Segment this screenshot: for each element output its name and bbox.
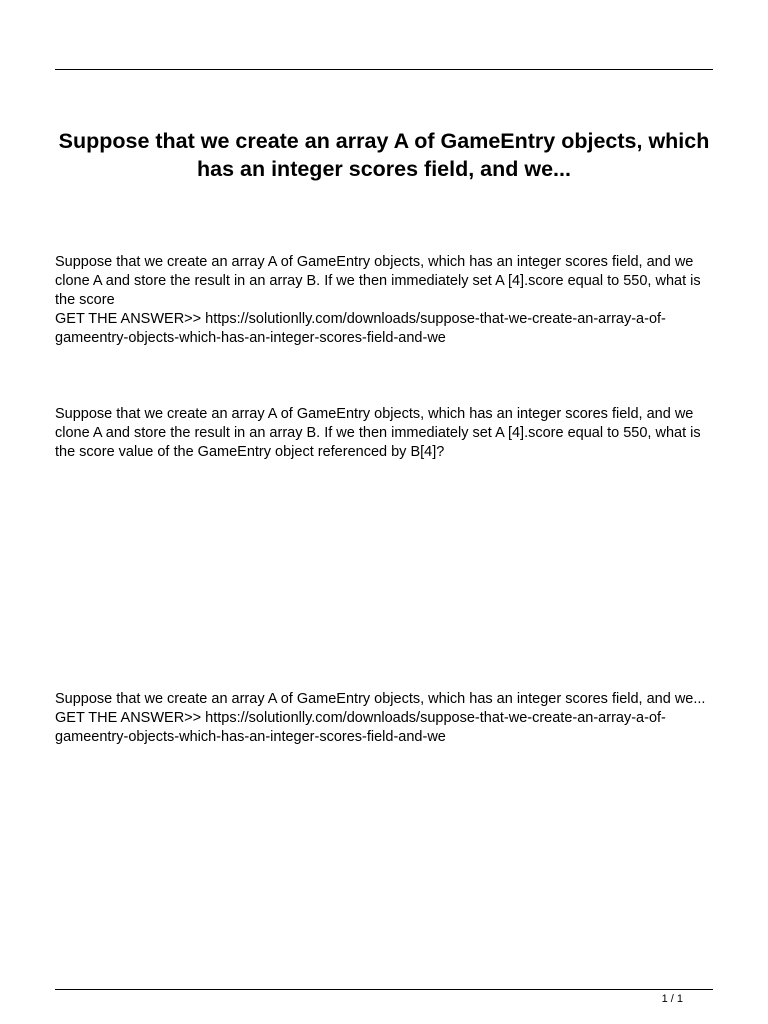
question-text: Suppose that we create an array A of GameEntry objects, which has an integer scores field, and we...	[55, 691, 706, 707]
question-text: Suppose that we create an array A of GameEntry objects, which has an integer scores field, and we clone A and store the result in an array B. If we then immediately set A [4].score equal to 550, what is the score	[55, 254, 701, 308]
answer-link[interactable]: GET THE ANSWER>> https://solutionlly.com/downloads/suppose-that-we-create-an-array-a-of-gameentry-objects-which-has-an-integer-scores-field-and-we	[55, 710, 666, 745]
document-title: Suppose that we create an array A of GameEntry objects, which has an integer scores field, and we...	[58, 129, 710, 181]
question-block-2	[55, 405, 720, 462]
question-block-1	[55, 253, 720, 348]
footer-rule	[55, 989, 713, 990]
page-number: 1 / 1	[661, 993, 683, 1005]
question-block-3	[55, 690, 720, 747]
header-rule	[55, 69, 713, 70]
question-text: Suppose that we create an array A of GameEntry objects, which has an integer scores field, and we clone A and store the result in an array B. If we then immediately set A [4].score equal to 550, what is the score value of the GameEntry object referenced by B[4]?	[55, 406, 701, 460]
answer-link[interactable]: GET THE ANSWER>> https://solutionlly.com/downloads/suppose-that-we-create-an-array-a-of-gameentry-objects-which-has-an-integer-scores-field-and-we	[55, 311, 666, 346]
